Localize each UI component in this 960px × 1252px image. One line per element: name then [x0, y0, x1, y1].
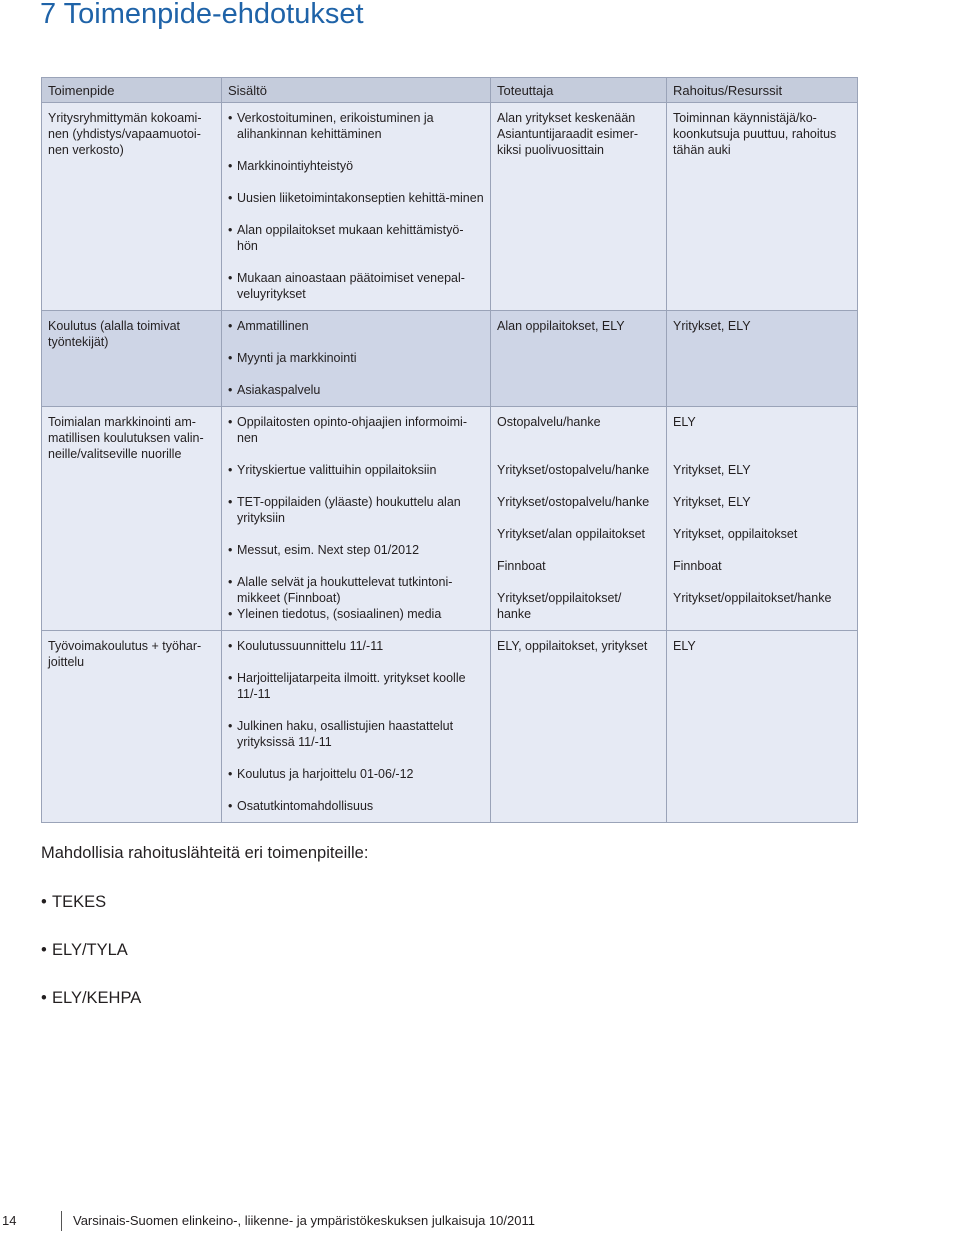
- page-number: 14: [2, 1213, 17, 1228]
- cell-text: ELY: [673, 415, 696, 429]
- cell-text: Yritykset, oppilaitokset: [673, 527, 798, 541]
- table-row: [42, 311, 858, 407]
- funding-item-label: TEKES: [52, 893, 107, 911]
- cell-text: Alan yritykset keskenään Asiantuntijaraadit esimer-kiksi puolivuosittain: [497, 111, 639, 157]
- funding-heading: Mahdollisia rahoituslähteitä eri toimenpiteille:: [41, 844, 369, 862]
- bullet-icon: •: [41, 989, 47, 1007]
- cell-text: ELY: [673, 639, 696, 653]
- funding-item-label: ELY/KEHPA: [52, 989, 142, 1007]
- cell-text: Yritykset, ELY: [673, 495, 751, 509]
- sisalto-cell: [222, 311, 491, 407]
- list-item: • Messut, esim. Next step 01/2012: [228, 542, 484, 558]
- list-item: • Asiakaspalvelu: [228, 382, 484, 398]
- list-item: • Oppilaitosten opinto-ohjaajien informoimi-nen: [228, 414, 484, 446]
- toimenpide-cell: Koulutus (alalla toimivat työntekijät): [42, 311, 222, 407]
- list-item: [41, 989, 368, 1008]
- column-header: Sisältö: [222, 78, 491, 103]
- list-item: • Yleinen tiedotus, (sosiaalinen) media: [228, 606, 484, 622]
- funding-list: [41, 893, 368, 1008]
- funding-section: [41, 844, 368, 1037]
- toteuttaja-cell: [491, 311, 667, 407]
- table-row: [42, 103, 858, 311]
- rahoitus-cell: [667, 407, 858, 631]
- list-item: • Myynti ja markkinointi: [228, 350, 484, 366]
- list-item: • Harjoittelijatarpeita ilmoitt. yritykset koolle 11/-11: [228, 670, 484, 702]
- column-header: Toimenpide: [42, 78, 222, 103]
- rahoitus-cell: [667, 103, 858, 311]
- sisalto-cell: [222, 407, 491, 631]
- list-item: • Koulutussuunnittelu 11/-11: [228, 638, 484, 654]
- cell-text: Finnboat: [673, 559, 722, 573]
- publication-name: Varsinais-Suomen elinkeino-, liikenne- ja ympäristökeskuksen julkaisuja 10/2011: [73, 1213, 535, 1228]
- table-header-row: [42, 78, 858, 103]
- bullet-icon: •: [41, 893, 47, 911]
- cell-text: Yritykset/ostopalvelu/hanke: [497, 463, 650, 477]
- list-item: • Koulutus ja harjoittelu 01-06/-12: [228, 766, 484, 782]
- list-item: • Markkinointiyhteistyö: [228, 158, 484, 174]
- list-item: • Osatutkintomahdollisuus: [228, 798, 484, 814]
- table-row: [42, 631, 858, 823]
- cell-text: Yritykset, ELY: [673, 319, 751, 333]
- table-row: [42, 407, 858, 631]
- list-item: • Uusien liiketoimintakonseptien kehittä-minen: [228, 190, 484, 206]
- cell-text: Finnboat: [497, 559, 546, 573]
- cell-text: Yritykset/ostopalvelu/hanke: [497, 495, 650, 509]
- toteuttaja-cell: [491, 407, 667, 631]
- measures-table: [41, 77, 858, 823]
- toteuttaja-cell: [491, 631, 667, 823]
- toteuttaja-cell: [491, 103, 667, 311]
- cell-text: Yritykset/oppilaitokset/hanke: [673, 591, 832, 605]
- toimenpide-cell: Yritysryhmittymän kokoami-nen (yhdistys/vapaamuotoi-nen verkosto): [42, 103, 222, 311]
- list-item: [41, 941, 368, 960]
- footer-divider: [61, 1211, 62, 1231]
- toimenpide-cell: Työvoimakoulutus + työhar-joittelu: [42, 631, 222, 823]
- rahoitus-cell: [667, 311, 858, 407]
- column-header: Rahoitus/Resurssit: [667, 78, 858, 103]
- list-item: • Mukaan ainoastaan päätoimiset venepal-veluyritykset: [228, 270, 484, 302]
- list-item: • Alalle selvät ja houkuttelevat tutkintoni-mikkeet (Finnboat): [228, 574, 484, 606]
- list-item: • TET-oppilaiden (yläaste) houkuttelu alan yrityksiin: [228, 494, 484, 526]
- sisalto-cell: [222, 103, 491, 311]
- column-header: Toteuttaja: [491, 78, 667, 103]
- cell-text: Yritykset/alan oppilaitokset: [497, 527, 645, 541]
- bullet-icon: •: [41, 941, 47, 959]
- rahoitus-cell: [667, 631, 858, 823]
- list-item: • Yrityskiertue valittuihin oppilaitoksiin: [228, 462, 484, 478]
- funding-item-label: ELY/TYLA: [52, 941, 128, 959]
- page-title: 7 Toimenpide-ehdotukset: [40, 0, 364, 30]
- cell-text: Yritykset/oppilaitokset/ hanke: [497, 591, 622, 621]
- cell-text: Ostopalvelu/hanke: [497, 415, 601, 429]
- cell-text: ELY, oppilaitokset, yritykset: [497, 639, 648, 653]
- sisalto-cell: [222, 631, 491, 823]
- cell-text: Alan oppilaitokset, ELY: [497, 319, 625, 333]
- list-item: • Ammatillinen: [228, 318, 484, 334]
- cell-text: Yritykset, ELY: [673, 463, 751, 477]
- toimenpide-cell: Toimialan markkinointi am-matillisen koulutuksen valin-neille/valitseville nuorille: [42, 407, 222, 631]
- list-item: • Verkostoituminen, erikoistuminen ja alihankinnan kehittäminen: [228, 110, 484, 142]
- list-item: [41, 893, 368, 912]
- list-item: • Alan oppilaitokset mukaan kehittämistyö-hön: [228, 222, 484, 254]
- cell-text: Toiminnan käynnistäjä/ko-koonkutsuja puuttuu, rahoitus tähän auki: [673, 111, 837, 157]
- list-item: • Julkinen haku, osallistujien haastattelut yrityksissä 11/-11: [228, 718, 484, 750]
